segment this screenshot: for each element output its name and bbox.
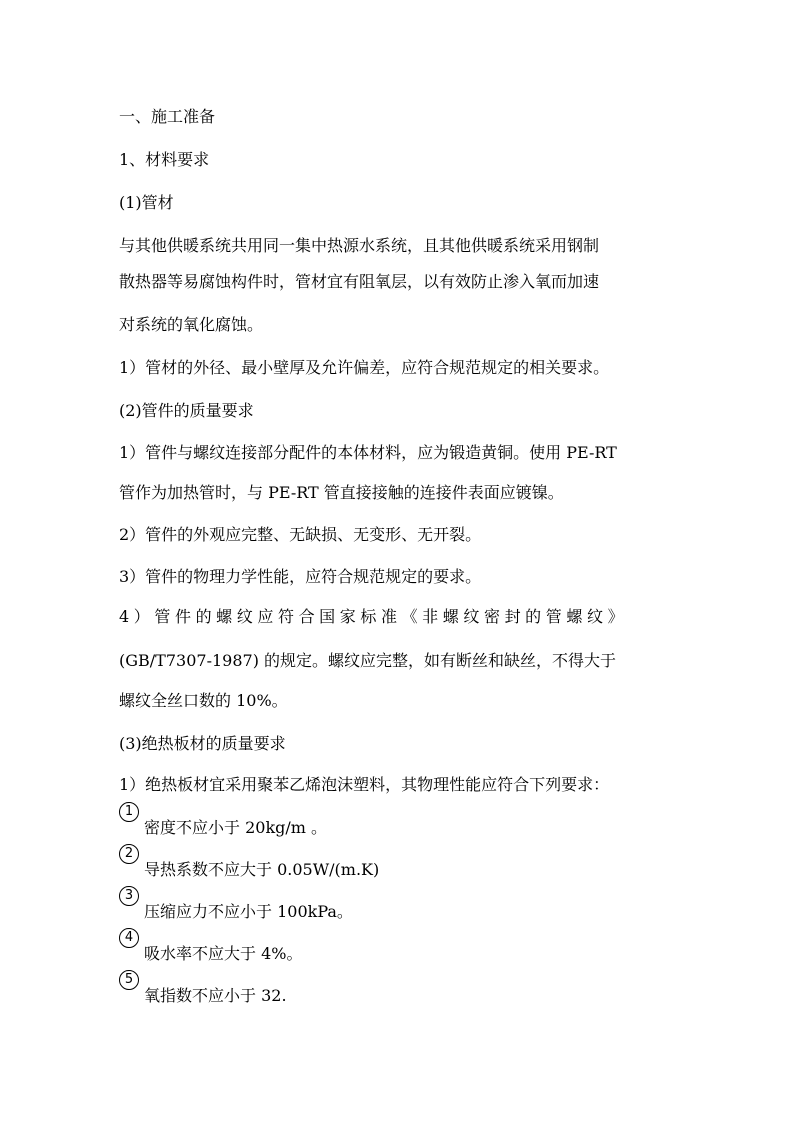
paragraph-line: 1）管材的外径、最小壁厚及允许偏差，应符合规范规定的相关要求。 (119, 358, 610, 377)
requirement-item (119, 844, 679, 884)
paragraph-line: (GB/T7307-1987) 的规定。螺纹应完整，如有断丝和缺丝，不得大于 (119, 651, 617, 670)
requirement-text: 吸水率不应大于 4%。 (144, 944, 303, 963)
requirement-item (119, 970, 679, 1010)
circled-number-4: 4 (119, 928, 139, 948)
circled-number-2: 2 (119, 844, 139, 864)
requirement-text: 压缩应力不应小于 100kPa。 (144, 902, 353, 921)
requirement-item (119, 802, 679, 842)
requirement-text: 密度不应小于 20kg/m 。 (144, 818, 328, 837)
requirement-item (119, 886, 679, 926)
paragraph-line: 对系统的氧化腐蚀。 (119, 315, 264, 334)
paragraph-line: 1）绝热板材宜采用聚苯乙烯泡沫塑料，其物理性能应符合下列要求： (119, 775, 610, 794)
item-heading-pipe: (1)管材 (119, 193, 174, 212)
requirement-item (119, 928, 679, 968)
circled-number-5: 5 (119, 970, 139, 990)
paragraph-line: 散热器等易腐蚀构件时，管材宜有阻氧层，以有效防止渗入氧而加速 (119, 272, 600, 291)
paragraph-line: 与其他供暖系统共用同一集中热源水系统，且其他供暖系统采用钢制 (119, 236, 600, 255)
paragraph-line: 3）管件的物理力学性能，应符合规范规定的要求。 (119, 567, 482, 586)
paragraph-line: 2）管件的外观应完整、无缺损、无变形、无开裂。 (119, 525, 482, 544)
section-heading: 一、施工准备 (119, 107, 216, 126)
requirement-text: 氧指数不应小于 32. (144, 986, 287, 1005)
subsection-heading: 1、材料要求 (119, 150, 210, 169)
circled-number-1: 1 (119, 802, 139, 822)
paragraph-line: 螺纹全丝口数的 10%。 (119, 691, 288, 710)
item-heading-insulation: (3)绝热板材的质量要求 (119, 734, 286, 753)
paragraph-line: 1）管件与螺纹连接部分配件的本体材料，应为锻造黄铜。使用 PE-RT (119, 443, 617, 462)
requirement-text: 导热系数不应大于 0.05W/(m.K) (144, 860, 380, 879)
item-heading-fittings: (2)管件的质量要求 (119, 401, 254, 420)
paragraph-line: 4）管件的螺纹应符合国家标准《非螺纹密封的管螺纹》 (119, 607, 629, 626)
circled-number-3: 3 (119, 886, 139, 906)
paragraph-line: 管作为加热管时，与 PE-RT 管直接接触的连接件表面应镀镍。 (119, 483, 564, 502)
